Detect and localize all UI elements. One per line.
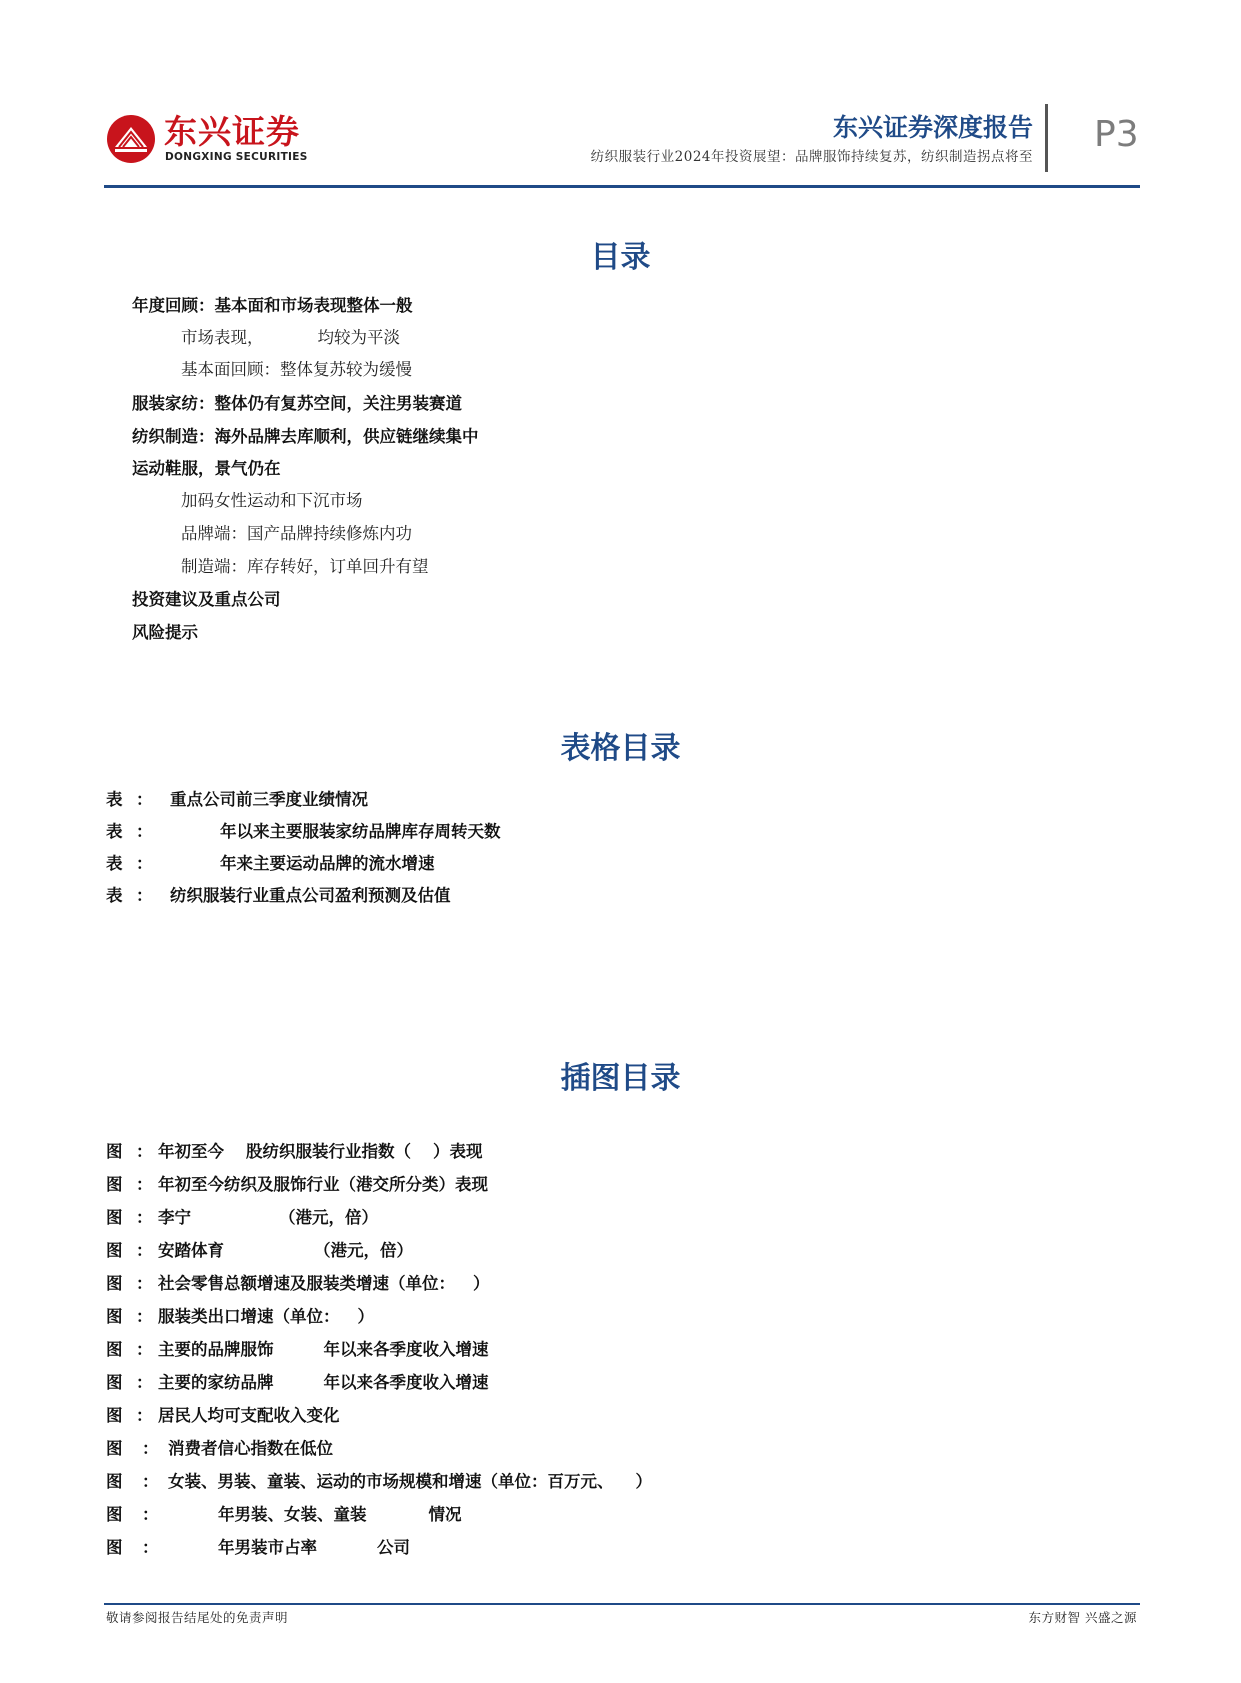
figure-title: 主要的家纺品牌: [158, 1373, 274, 1392]
figure-title: 李宁: [158, 1208, 191, 1227]
table-colon: ：: [136, 854, 153, 873]
figure-colon: ：: [136, 1373, 153, 1392]
figure-title: 年以来各季度收入增速: [323, 1340, 489, 1359]
footer-disclaimer: 敬请参阅报告结尾处的免责声明: [106, 1610, 289, 1625]
figure-prefix: 图: [106, 1472, 123, 1491]
table-colon: ：: [136, 790, 153, 809]
figure-title: 年以来各季度收入增速: [323, 1373, 489, 1392]
figure-prefix: 图: [106, 1340, 123, 1359]
figure-colon: ：: [136, 1241, 153, 1260]
figure-colon: ：: [142, 1505, 159, 1524]
figure-title: 年初至今纺织及服饰行业（港交所分类）表现: [158, 1175, 488, 1194]
figure-list-item[interactable]: [106, 1174, 488, 1196]
toc-item[interactable]: 制造端：库存转好，订单回升有望: [181, 557, 429, 576]
table-list-item[interactable]: [106, 821, 501, 843]
footer-rule: [104, 1603, 1140, 1605]
figure-title: 公司: [377, 1538, 410, 1557]
figure-list-item[interactable]: [106, 1207, 378, 1229]
toc-item[interactable]: 基本面回顾：整体复苏较为缓慢: [181, 360, 412, 379]
figure-title: ）: [357, 1307, 374, 1326]
figure-title: 年初至今: [158, 1142, 224, 1161]
company-logo-icon: [106, 114, 156, 164]
figure-prefix: 图: [106, 1142, 123, 1161]
figure-list-item[interactable]: [106, 1141, 483, 1163]
toc-item[interactable]: 投资建议及重点公司: [132, 590, 281, 609]
toc-item[interactable]: 品牌端：国产品牌持续修炼内功: [181, 524, 412, 543]
figure-colon: ：: [142, 1472, 159, 1491]
figure-title: 消费者信心指数在低位: [168, 1439, 333, 1458]
figure-list-item[interactable]: [106, 1273, 490, 1295]
header-divider: [1045, 104, 1048, 172]
figure-prefix: 图: [106, 1241, 123, 1260]
toc-item-text: 均较为平淡: [317, 328, 400, 347]
table-title: 重点公司前三季度业绩情况: [170, 790, 368, 809]
figure-title: 股纺织服装行业指数（: [246, 1142, 411, 1161]
table-title: 纺织服装行业重点公司盈利预测及估值: [170, 886, 451, 905]
figure-prefix: 图: [106, 1439, 123, 1458]
table-list-item[interactable]: [106, 885, 451, 907]
tables-title: 表格目录: [560, 731, 681, 766]
toc-item[interactable]: 纺织制造：海外品牌去库顺利，供应链继续集中: [132, 427, 479, 446]
figure-colon: ：: [136, 1175, 153, 1194]
report-subtitle: 纺织服装行业2024年投资展望：品牌服饰持续复苏，纺织制造拐点将至: [590, 149, 1033, 165]
figures-title: 插图目录: [560, 1061, 681, 1096]
company-name-en: DONGXING SECURITIES: [165, 151, 308, 163]
table-list-item[interactable]: [106, 789, 368, 811]
figure-list-item[interactable]: [106, 1471, 652, 1493]
figure-title: 居民人均可支配收入变化: [158, 1406, 340, 1425]
figure-title: 情况: [428, 1505, 462, 1524]
figure-title: （港元，倍）: [314, 1241, 413, 1260]
figure-list-item[interactable]: [106, 1240, 413, 1262]
figure-title: 服装类出口增速（单位：: [158, 1307, 340, 1326]
table-prefix: 表: [106, 790, 123, 809]
table-title: 年来主要运动品牌的流水增速: [220, 854, 435, 873]
table-colon: ：: [136, 822, 153, 841]
figure-title: （港元，倍）: [279, 1208, 378, 1227]
figure-list-item[interactable]: [106, 1405, 340, 1427]
toc-item[interactable]: [181, 327, 400, 349]
figure-colon: ：: [136, 1208, 153, 1227]
figure-title: 年男装市占率: [218, 1538, 317, 1557]
figure-title: ）: [635, 1472, 652, 1491]
figure-colon: ：: [136, 1307, 153, 1326]
company-name-cn: 东兴证券: [164, 112, 300, 151]
figure-colon: ：: [136, 1274, 153, 1293]
toc-item[interactable]: 运动鞋服，景气仍在: [132, 459, 281, 478]
table-title: 年以来主要服装家纺品牌库存周转天数: [220, 822, 501, 841]
figure-colon: ：: [136, 1340, 153, 1359]
figure-prefix: 图: [106, 1406, 123, 1425]
figure-list-item[interactable]: [106, 1306, 374, 1328]
figure-title: 年男装、女装、童装: [218, 1505, 367, 1524]
figure-colon: ：: [136, 1406, 153, 1425]
figure-list-item[interactable]: [106, 1372, 489, 1394]
figure-colon: ：: [142, 1538, 159, 1557]
report-type: 东兴证券深度报告: [832, 113, 1033, 142]
table-prefix: 表: [106, 886, 123, 905]
figure-title: 社会零售总额增速及服装类增速（单位：: [158, 1274, 455, 1293]
figure-list-item[interactable]: [106, 1504, 462, 1526]
figure-colon: ：: [142, 1439, 159, 1458]
figure-prefix: 图: [106, 1538, 123, 1557]
figure-list-item[interactable]: [106, 1339, 489, 1361]
toc-item[interactable]: 服装家纺：整体仍有复苏空间，关注男装赛道: [132, 394, 462, 413]
figure-list-item[interactable]: [106, 1537, 410, 1559]
toc-title: 目录: [590, 240, 651, 275]
figure-title: ）: [473, 1274, 490, 1293]
figure-title: 安踏体育: [158, 1241, 224, 1260]
table-prefix: 表: [106, 822, 123, 841]
figure-prefix: 图: [106, 1274, 123, 1293]
footer-slogan: 东方财智 兴盛之源: [1028, 1610, 1137, 1625]
toc-item[interactable]: 加码女性运动和下沉市场: [181, 491, 363, 510]
figure-list-item[interactable]: [106, 1438, 333, 1460]
table-colon: ：: [136, 886, 153, 905]
figure-title: ）表现: [433, 1142, 483, 1161]
table-prefix: 表: [106, 854, 123, 873]
figure-colon: ：: [136, 1142, 153, 1161]
toc-item-text: 市场表现，: [181, 328, 264, 347]
table-list-item[interactable]: [106, 853, 435, 875]
toc-item[interactable]: 年度回顾：基本面和市场表现整体一般: [132, 296, 413, 315]
toc-item[interactable]: 风险提示: [132, 623, 198, 642]
header-rule: [104, 185, 1140, 188]
figure-prefix: 图: [106, 1373, 123, 1392]
figure-title: 主要的品牌服饰: [158, 1340, 274, 1359]
figure-prefix: 图: [106, 1307, 123, 1326]
figure-prefix: 图: [106, 1208, 123, 1227]
page-number: P3: [1094, 114, 1139, 155]
figure-title: 女装、男装、童装、运动的市场规模和增速（单位：百万元、: [168, 1472, 614, 1491]
figure-prefix: 图: [106, 1505, 123, 1524]
figure-prefix: 图: [106, 1175, 123, 1194]
